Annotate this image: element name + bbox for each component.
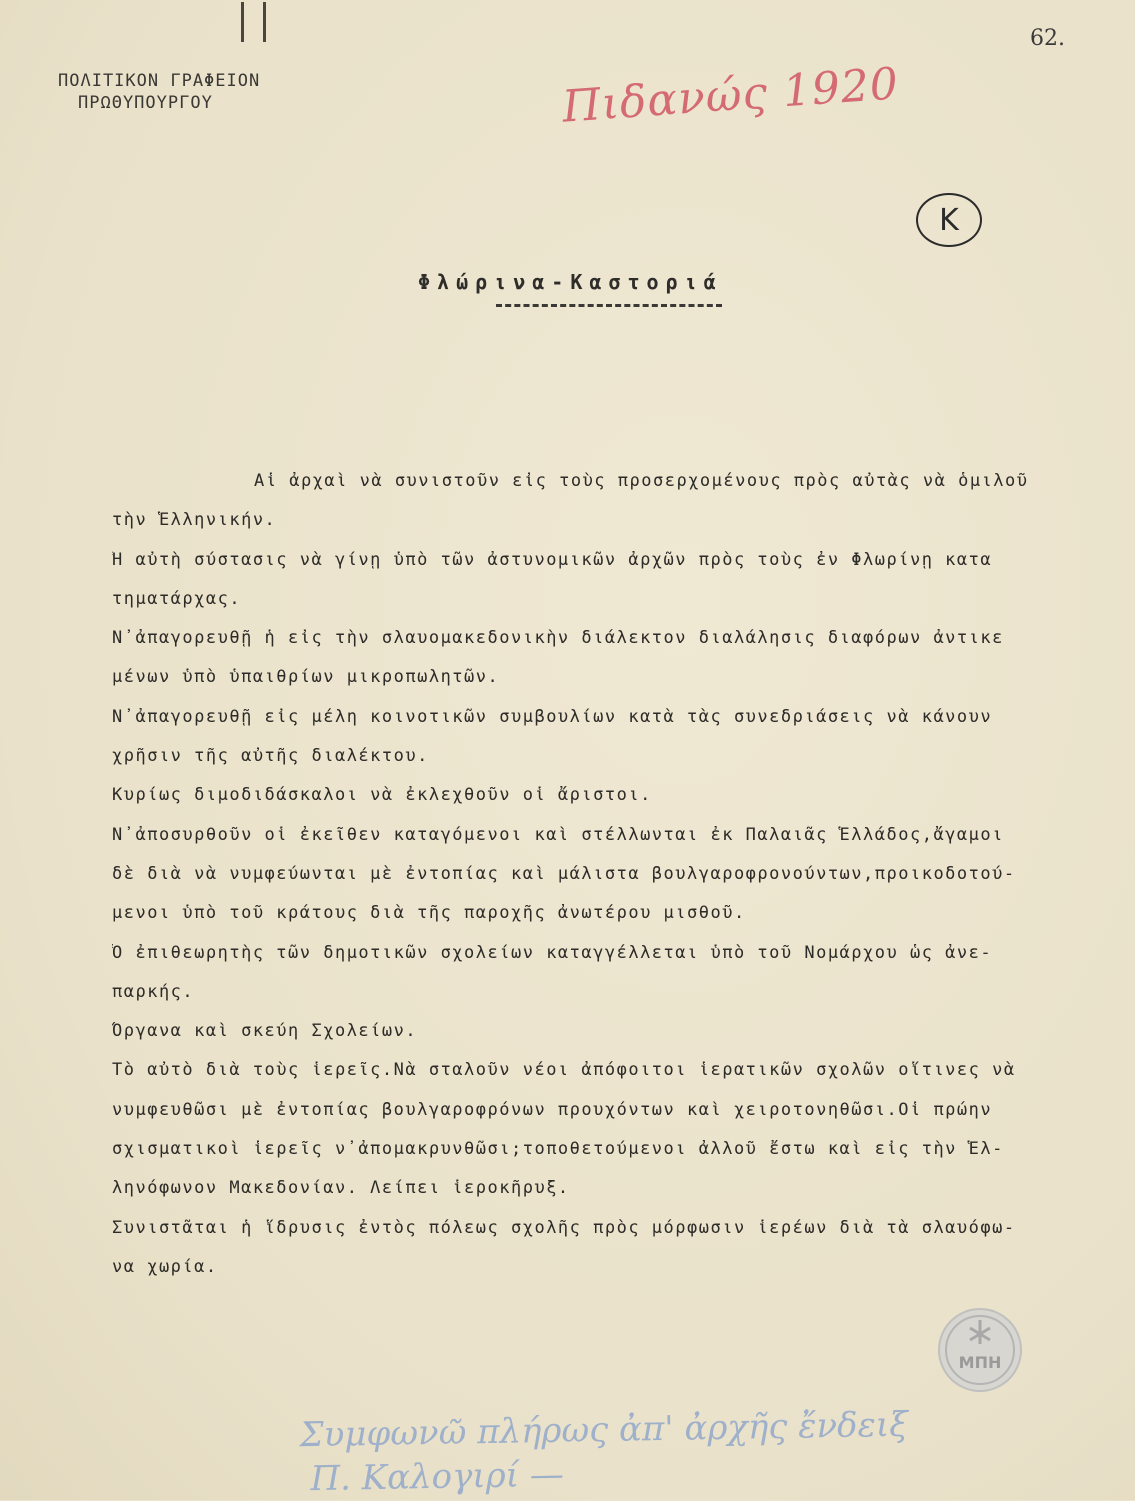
body-line: Ὄργανα καὶ σκεύη Σχολείων. <box>112 1021 418 1042</box>
circled-letter-stamp <box>916 193 982 247</box>
office-header-line-1: ΠΟΛΙΤΙΚΟΝ ΓΡΑΦΕΙΟΝ <box>58 71 261 91</box>
body-line: Αἱ ἀρχαὶ νὰ συνιστοῦν εἰς τοὺς προσερχομένους πρὸς αὐτὰς νὰ ὁμιλοῦ <box>254 471 1029 491</box>
body-line: Ν᾽ἀποσυρθοῦν οἱ ἐκεῖθεν καταγόμενοι καὶ στέλλωνται ἐκ Παλαιᾶς Ἑλλάδος,ἄγαμοι <box>112 824 1004 845</box>
office-header-line-2: ΠΡΩΘΥΠΟΥΡΓΟΥ <box>78 93 213 113</box>
body-line: Ν᾽ἀπαγορευθῇ εἰς μέλη κοινοτικῶν συμβουλίων κατὰ τὰς συνεδριάσεις νὰ κάνουν <box>112 706 993 727</box>
body-line: σχισματικοὶ ἱερεῖς ν᾽ἀπομακρυνθῶσι;τοποθετούμενοι ἀλλοῦ ἔστω καὶ εἰς τὴν Ἑλ- <box>112 1139 1004 1160</box>
document-title: Φλώρινα-Καστοριά <box>418 270 723 294</box>
handwritten-note-blue <box>299 1403 909 1501</box>
body-line: να χωρία. <box>112 1256 218 1277</box>
stamp-letter: K <box>939 202 959 238</box>
handwritten-date-annotation: Πιδανώς 1920 <box>560 58 901 133</box>
office-header <box>58 70 260 114</box>
body-line: χρῆσιν τῆς αὐτῆς διαλέκτου. <box>112 746 429 767</box>
archive-seal-graphic <box>940 1310 1020 1390</box>
title-underline <box>496 304 722 307</box>
handwritten-note-line-1: Συμφωνῶ πλήρως ἀπ' ἀρχῆς ἔνδειξ <box>299 1404 909 1456</box>
handwritten-signature: Π. Καλογιρί — <box>310 1454 565 1500</box>
body-line: τὴν Ἑλληνικήν. <box>112 510 277 531</box>
body-line: Ν᾽ἀπαγορευθῇ ἡ εἰς τὴν σλαυομακεδονικὴν διάλεκτον διαλάλησις διαφόρων ἀντικε <box>112 628 1004 649</box>
body-line: μένων ὑπὸ ὑπαιθρίων μικροπωλητῶν. <box>112 667 500 688</box>
body-line: παρκής. <box>112 981 195 1002</box>
body-line: ληνόφωνον Μακεδονίαν. Λείπει ἱεροκῆρυξ. <box>112 1178 570 1199</box>
body-line: δὲ διὰ νὰ νυμφεύωνται μὲ ἐντοπίας καὶ μάλιστα βουλγαροφρονούντων,προικοδοτού- <box>112 863 1016 884</box>
body-line: νυμφευθῶσι μὲ ἐντοπίας βουλγαροφρόνων προυχόντων καὶ χειροτονηθῶσι.Οἱ πρώην <box>112 1099 993 1120</box>
seal-text: ΜΠΗ <box>958 1353 1002 1372</box>
body-line: Ἡ αὐτὴ σύστασις νὰ γίνῃ ὑπὸ τῶν ἀστυνομικῶν ἀρχῶν πρὸς τοὺς ἐν Φλωρίνῃ κατα <box>112 549 993 570</box>
document-body <box>112 462 1122 1287</box>
body-line: μενοι ὑπὸ τοῦ κράτους διὰ τῆς παροχῆς ἀνωτέρου μισθοῦ. <box>112 903 746 924</box>
body-line: Κυρίως διμοδιδάσκαλοι νὰ ἐκλεχθοῦν οἱ ἄριστοι. <box>112 785 652 806</box>
body-line: Ὁ ἐπιθεωρητὴς τῶν δημοτικῶν σχολείων καταγγέλλεται ὑπὸ τοῦ Νομάρχου ὡς ἀνε- <box>112 942 993 963</box>
binder-punch-marks <box>241 2 271 42</box>
body-line: Τὸ αὐτὸ διὰ τοὺς ἱερεῖς.Νὰ σταλοῦν νέοι ἀπόφοιτοι ἱερατικῶν σχολῶν οἵτινες νὰ <box>112 1060 1016 1081</box>
body-line: Συνιστᾶται ἡ ἵδρυσις ἐντὸς πόλεως σχολῆς πρὸς μόρφωσιν ἱερέων διὰ τὰ σλαυόφω- <box>112 1217 1016 1238</box>
body-line: τηματάρχας. <box>112 588 242 609</box>
page-number: 62. <box>1030 26 1065 51</box>
archive-seal-stamp <box>938 1308 1022 1392</box>
